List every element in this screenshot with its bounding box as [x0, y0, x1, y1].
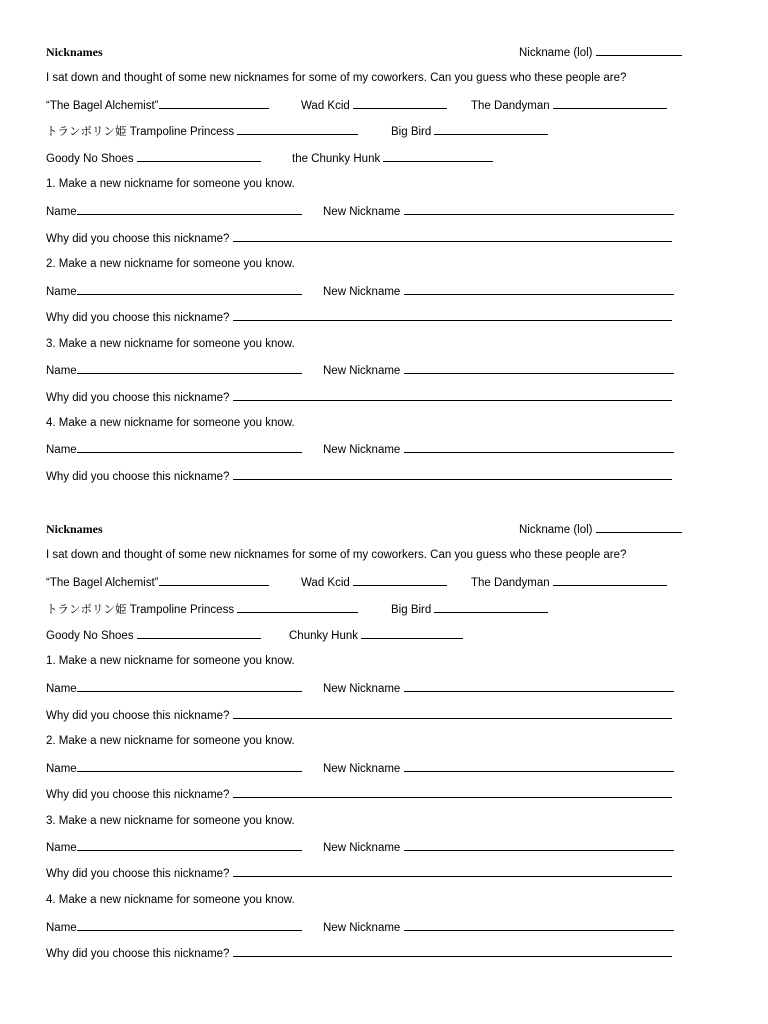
new-nickname-field[interactable]: New Nickname — [323, 442, 674, 457]
prompt-4: 4. Make a new nickname for someone you know. — [46, 417, 295, 429]
why-field[interactable]: Why did you choose this nickname? — [46, 310, 672, 325]
guess-field-chunky-hunk[interactable]: Chunky Hunk — [289, 628, 463, 643]
prompt-3: 3. Make a new nickname for someone you know. — [46, 815, 295, 827]
guess-field-dandyman[interactable]: The Dandyman — [471, 575, 667, 590]
name-field[interactable]: Name — [46, 920, 302, 935]
guess-field-dandyman[interactable]: The Dandyman — [471, 98, 667, 113]
guess-field-trampoline-princess[interactable]: トランポリン姫 Trampoline Princess — [46, 602, 358, 617]
nickname-lol-label: Nickname (lol) — [519, 47, 593, 59]
name-field[interactable]: Name — [46, 761, 302, 776]
guess-field-chunky-hunk[interactable]: the Chunky Hunk — [292, 151, 493, 166]
prompt-1: 1. Make a new nickname for someone you know. — [46, 178, 295, 190]
guess-field-trampoline-princess[interactable]: トランポリン姫 Trampoline Princess — [46, 124, 358, 139]
prompt-2: 2. Make a new nickname for someone you know. — [46, 735, 295, 747]
name-field[interactable]: Name — [46, 681, 302, 696]
name-field[interactable]: Name — [46, 442, 302, 457]
new-nickname-field[interactable]: New Nickname — [323, 681, 674, 696]
worksheet-title: Nicknames — [46, 45, 103, 59]
guess-field-bagel[interactable]: “The Bagel Alchemist” — [46, 575, 269, 590]
why-field[interactable]: Why did you choose this nickname? — [46, 390, 672, 405]
prompt-3: 3. Make a new nickname for someone you know. — [46, 338, 295, 350]
intro-text: I sat down and thought of some new nicknames for some of my coworkers. Can you guess who these people are? — [46, 549, 627, 561]
why-field[interactable]: Why did you choose this nickname? — [46, 708, 672, 723]
new-nickname-field[interactable]: New Nickname — [323, 284, 674, 299]
nickname-lol-field[interactable] — [519, 522, 682, 537]
why-field[interactable]: Why did you choose this nickname? — [46, 469, 672, 484]
guess-field-goody-no-shoes[interactable]: Goody No Shoes — [46, 628, 261, 643]
why-field[interactable]: Why did you choose this nickname? — [46, 946, 672, 961]
guess-field-big-bird[interactable]: Big Bird — [391, 602, 548, 617]
new-nickname-field[interactable]: New Nickname — [323, 761, 674, 776]
guess-field-bagel[interactable]: “The Bagel Alchemist” — [46, 98, 269, 113]
name-field[interactable]: Name — [46, 840, 302, 855]
guess-field-wad-kcid[interactable]: Wad Kcid — [301, 98, 447, 113]
intro-text: I sat down and thought of some new nicknames for some of my coworkers. Can you guess who these people are? — [46, 72, 627, 84]
guess-field-big-bird[interactable]: Big Bird — [391, 124, 548, 139]
prompt-2: 2. Make a new nickname for someone you know. — [46, 258, 295, 270]
new-nickname-field[interactable]: New Nickname — [323, 204, 674, 219]
name-field[interactable]: Name — [46, 363, 302, 378]
guess-field-wad-kcid[interactable]: Wad Kcid — [301, 575, 447, 590]
new-nickname-field[interactable]: New Nickname — [323, 840, 674, 855]
new-nickname-field[interactable]: New Nickname — [323, 363, 674, 378]
guess-field-goody-no-shoes[interactable]: Goody No Shoes — [46, 151, 261, 166]
why-field[interactable]: Why did you choose this nickname? — [46, 231, 672, 246]
nickname-lol-label: Nickname (lol) — [519, 524, 593, 536]
name-field[interactable]: Name — [46, 204, 302, 219]
why-field[interactable]: Why did you choose this nickname? — [46, 787, 672, 802]
name-field[interactable]: Name — [46, 284, 302, 299]
nickname-lol-field[interactable] — [519, 45, 682, 60]
prompt-1: 1. Make a new nickname for someone you know. — [46, 655, 295, 667]
worksheet-title: Nicknames — [46, 522, 103, 536]
prompt-4: 4. Make a new nickname for someone you know. — [46, 894, 295, 906]
new-nickname-field[interactable]: New Nickname — [323, 920, 674, 935]
why-field[interactable]: Why did you choose this nickname? — [46, 866, 672, 881]
